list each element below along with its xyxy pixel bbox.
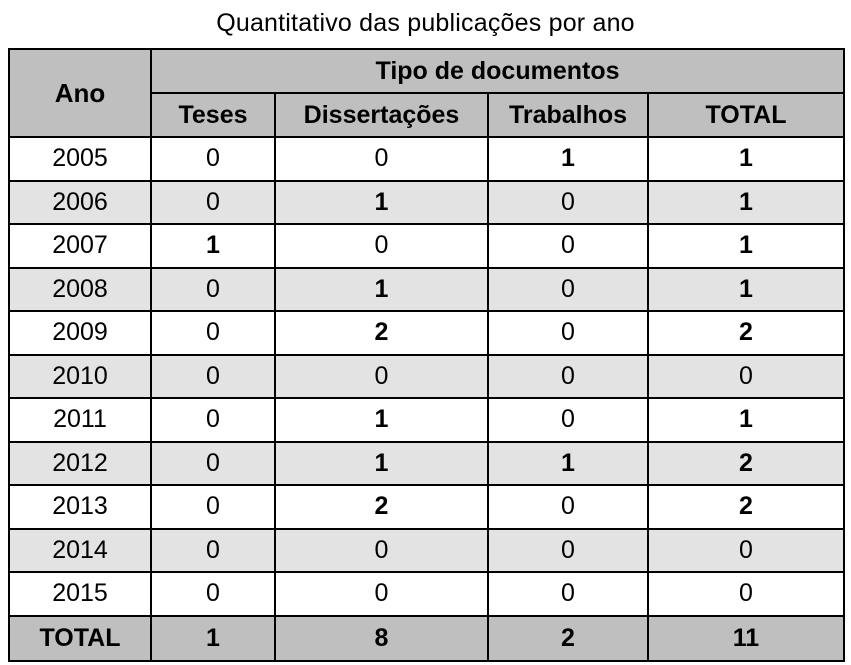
value-cell: 1 bbox=[488, 442, 648, 486]
total-row bbox=[9, 616, 844, 661]
column-header-total: TOTAL bbox=[648, 93, 844, 137]
table-row bbox=[9, 398, 844, 442]
table-row bbox=[9, 442, 844, 486]
value-cell: 1 bbox=[275, 442, 488, 486]
value-cell: 1 bbox=[648, 224, 844, 268]
value-cell: 1 bbox=[648, 268, 844, 312]
value-cell: 2 bbox=[648, 442, 844, 486]
table-title: Quantitativo das publicações por ano bbox=[216, 8, 635, 37]
total-value-cell: 11 bbox=[648, 616, 844, 661]
table-row bbox=[9, 529, 844, 573]
year-cell: 2006 bbox=[9, 181, 151, 225]
column-header-trabalhos: Trabalhos bbox=[488, 93, 648, 137]
table-row bbox=[9, 137, 844, 181]
value-cell: 2 bbox=[275, 311, 488, 355]
year-cell: 2014 bbox=[9, 529, 151, 573]
value-cell: 0 bbox=[151, 355, 275, 399]
value-cell: 1 bbox=[488, 137, 648, 181]
value-cell: 0 bbox=[275, 355, 488, 399]
total-value-cell: 2 bbox=[488, 616, 648, 661]
value-cell: 1 bbox=[648, 181, 844, 225]
value-cell: 0 bbox=[151, 268, 275, 312]
value-cell: 1 bbox=[275, 181, 488, 225]
value-cell: 1 bbox=[648, 398, 844, 442]
value-cell: 1 bbox=[648, 137, 844, 181]
year-cell: 2008 bbox=[9, 268, 151, 312]
year-cell: 2005 bbox=[9, 137, 151, 181]
value-cell: 0 bbox=[648, 355, 844, 399]
total-value-cell: 1 bbox=[151, 616, 275, 661]
value-cell: 0 bbox=[488, 529, 648, 573]
value-cell: 0 bbox=[648, 572, 844, 616]
value-cell: 0 bbox=[275, 529, 488, 573]
year-cell: 2012 bbox=[9, 442, 151, 486]
year-column-header: Ano bbox=[9, 49, 151, 137]
column-header-teses: Teses bbox=[151, 93, 275, 137]
value-cell: 0 bbox=[151, 485, 275, 529]
year-cell: 2011 bbox=[9, 398, 151, 442]
value-cell: 1 bbox=[275, 268, 488, 312]
column-header-dissertacoes: Dissertações bbox=[275, 93, 488, 137]
value-cell: 0 bbox=[151, 442, 275, 486]
value-cell: 0 bbox=[275, 572, 488, 616]
table-row bbox=[9, 311, 844, 355]
table-row bbox=[9, 224, 844, 268]
value-cell: 1 bbox=[151, 224, 275, 268]
value-cell: 0 bbox=[488, 181, 648, 225]
year-cell: 2013 bbox=[9, 485, 151, 529]
value-cell: 0 bbox=[151, 398, 275, 442]
value-cell: 0 bbox=[488, 311, 648, 355]
value-cell: 0 bbox=[488, 224, 648, 268]
year-cell: 2015 bbox=[9, 572, 151, 616]
total-row-label: TOTAL bbox=[9, 616, 151, 661]
value-cell: 0 bbox=[151, 529, 275, 573]
year-cell: 2009 bbox=[9, 311, 151, 355]
table-row bbox=[9, 268, 844, 312]
value-cell: 0 bbox=[151, 137, 275, 181]
value-cell: 1 bbox=[275, 398, 488, 442]
value-cell: 0 bbox=[151, 181, 275, 225]
value-cell: 0 bbox=[648, 529, 844, 573]
value-cell: 0 bbox=[488, 398, 648, 442]
publications-table bbox=[8, 48, 845, 662]
table-row bbox=[9, 572, 844, 616]
value-cell: 0 bbox=[488, 268, 648, 312]
total-value-cell: 8 bbox=[275, 616, 488, 661]
value-cell: 2 bbox=[648, 311, 844, 355]
value-cell: 2 bbox=[648, 485, 844, 529]
year-cell: 2010 bbox=[9, 355, 151, 399]
value-cell: 0 bbox=[275, 137, 488, 181]
value-cell: 0 bbox=[488, 572, 648, 616]
document-type-group-header: Tipo de documentos bbox=[151, 49, 844, 93]
table-row bbox=[9, 485, 844, 529]
value-cell: 0 bbox=[275, 224, 488, 268]
table-body bbox=[9, 137, 844, 661]
value-cell: 2 bbox=[275, 485, 488, 529]
value-cell: 0 bbox=[488, 355, 648, 399]
table-row bbox=[9, 355, 844, 399]
year-cell: 2007 bbox=[9, 224, 151, 268]
value-cell: 0 bbox=[151, 572, 275, 616]
value-cell: 0 bbox=[151, 311, 275, 355]
table-row bbox=[9, 181, 844, 225]
value-cell: 0 bbox=[488, 485, 648, 529]
